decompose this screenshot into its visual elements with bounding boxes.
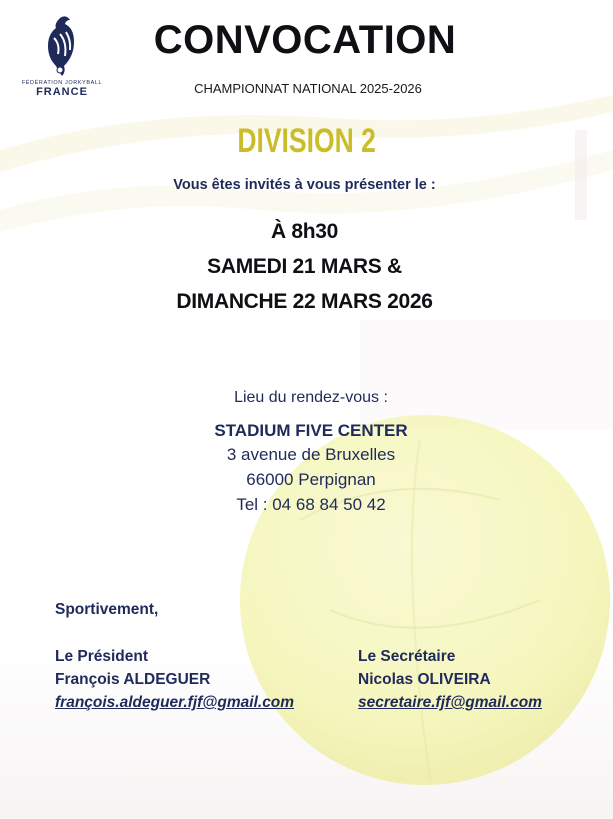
venue-name: STADIUM FIVE CENTER	[214, 421, 408, 440]
schedule-day-2: DIMANCHE 22 MARS 2026	[176, 290, 433, 313]
secretary-role: Le Secrétaire	[358, 648, 456, 665]
logo-federation-text: FÉDÉRATION JORKYBALL	[21, 80, 103, 86]
rooster-icon	[40, 14, 84, 78]
page-title: CONVOCATION	[153, 18, 457, 62]
invitation-text: Vous êtes invités à vous présenter le :	[173, 177, 436, 193]
page-subtitle: CHAMPIONNAT NATIONAL 2025-2026	[194, 81, 422, 96]
venue-street: 3 avenue de Bruxelles	[226, 445, 396, 464]
president-email-link[interactable]: françois.aldeguer.fjf@gmail.com	[55, 694, 295, 711]
secretary-name: Nicolas OLIVEIRA	[358, 671, 491, 688]
schedule-day-1: SAMEDI 21 MARS &	[207, 255, 402, 278]
venue-city: 66000 Perpignan	[246, 470, 376, 489]
president-role: Le Président	[55, 648, 149, 665]
secretary-email-link[interactable]: secretaire.fjf@gmail.com	[358, 694, 542, 711]
president-name: François ALDEGUER	[55, 671, 211, 688]
logo-country-text: FRANCE	[36, 86, 88, 98]
federation-logo	[14, 14, 110, 106]
venue-phone: Tel : 04 68 84 50 42	[236, 495, 386, 514]
division-heading: DIVISION 2	[237, 122, 376, 160]
schedule-time: À 8h30	[270, 220, 339, 243]
closing-text: Sportivement,	[55, 601, 159, 618]
location-label: Lieu du rendez-vous :	[234, 389, 388, 406]
